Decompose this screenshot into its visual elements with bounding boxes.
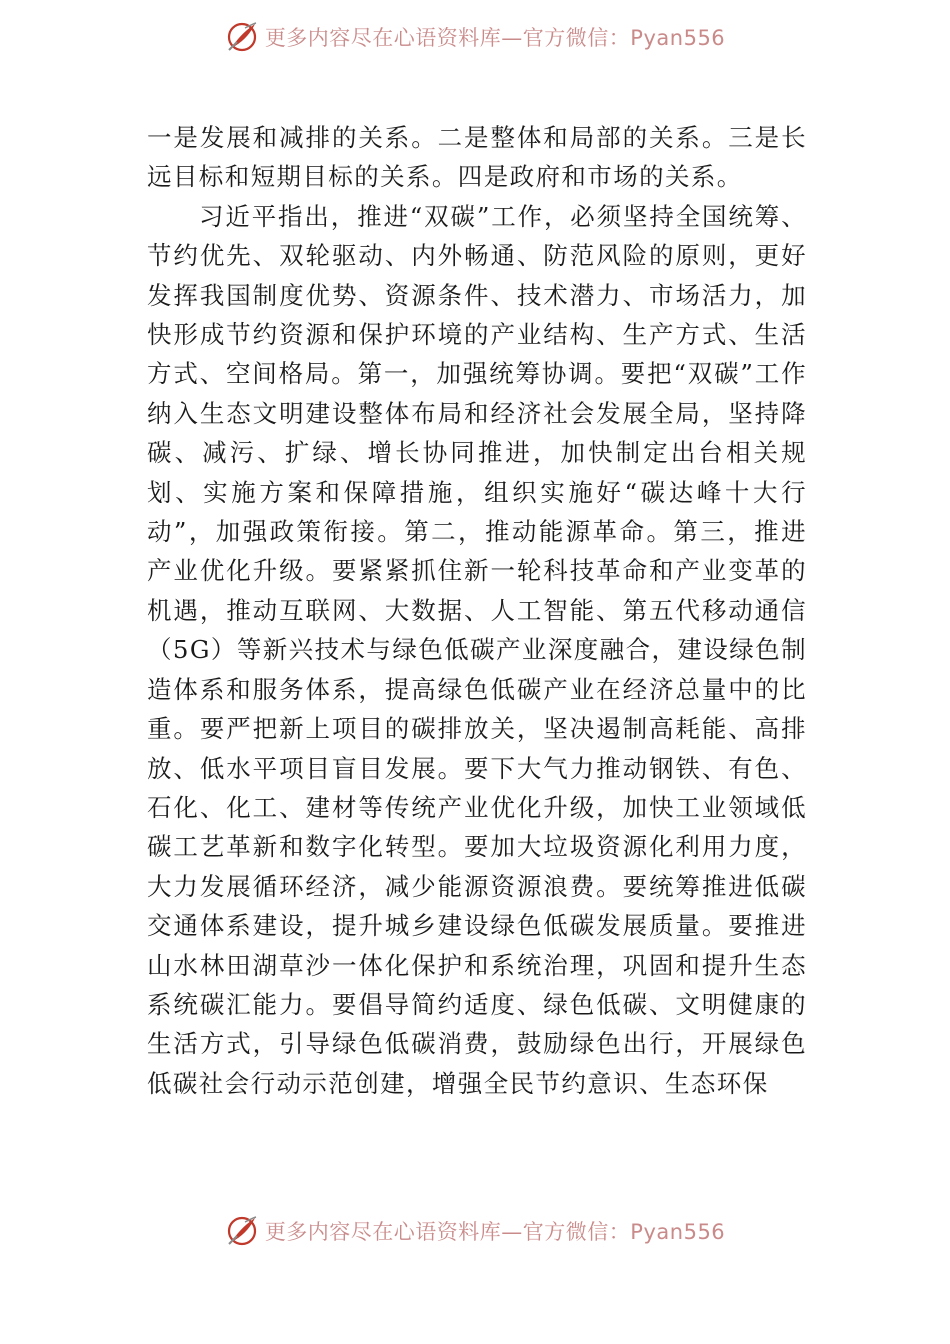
quill-pen-logo-icon: [225, 1214, 259, 1248]
quill-pen-logo-icon: [225, 20, 259, 54]
document-body: [147, 118, 807, 1103]
header-watermark-text: 更多内容尽在心语资料库—官方微信：Pyan556: [264, 26, 726, 50]
footer-watermark: [0, 1206, 950, 1256]
paragraph-1: 一是发展和减排的关系。二是整体和局部的关系。三是长远目标和短期目标的关系。四是政府和市场的关系。: [147, 123, 807, 192]
header-watermark: [0, 12, 950, 62]
paragraph-2: 习近平指出，推进“双碳”工作，必须坚持全国统筹、节约优先、双轮驱动、内外畅通、防范风险的原则，更好发挥我国制度优势、资源条件、技术潜力、市场活力，加快形成节约资源和保护环境的产业结构、生产方式、生活方式、空间格局。第一，加强统筹协调。要把“双碳”工作纳入生态文明建设整体布局和经济社会发展全局，坚持降碳、减污、扩绿、增长协同推进，加快制定出台相关规划、实施方案和保障措施，组织实施好“碳达峰十大行动”，加强政策衔接。第二，推动能源革命。第三，推进产业优化升级。要紧紧抓住新一轮科技革命和产业变革的机遇，推动互联网、大数据、人工智能、第五代移动通信（5G）等新兴技术与绿色低碳产业深度融合，建设绿色制造体系和服务体系，提高绿色低碳产业在经济总量中的比重。要严把新上项目的碳排放关，坚决遏制高耗能、高排放、低水平项目盲目发展。要下大气力推动钢铁、有色、石化、化工、建材等传统产业优化升级，加快工业领域低碳工艺革新和数字化转型。要加大垃圾资源化利用力度，大力发展循环经济，减少能源资源浪费。要统筹推进低碳交通体系建设，提升城乡建设绿色低碳发展质量。要推进山水林田湖草沙一体化保护和系统治理，巩固和提升生态系统碳汇能力。要倡导简约适度、绿色低碳、文明健康的生活方式，引导绿色低碳消费，鼓励绿色出行，开展绿色低碳社会行动示范创建，增强全民节约意识、生态环保: [147, 201, 807, 1098]
footer-watermark-text: 更多内容尽在心语资料库—官方微信：Pyan556: [264, 1220, 726, 1244]
